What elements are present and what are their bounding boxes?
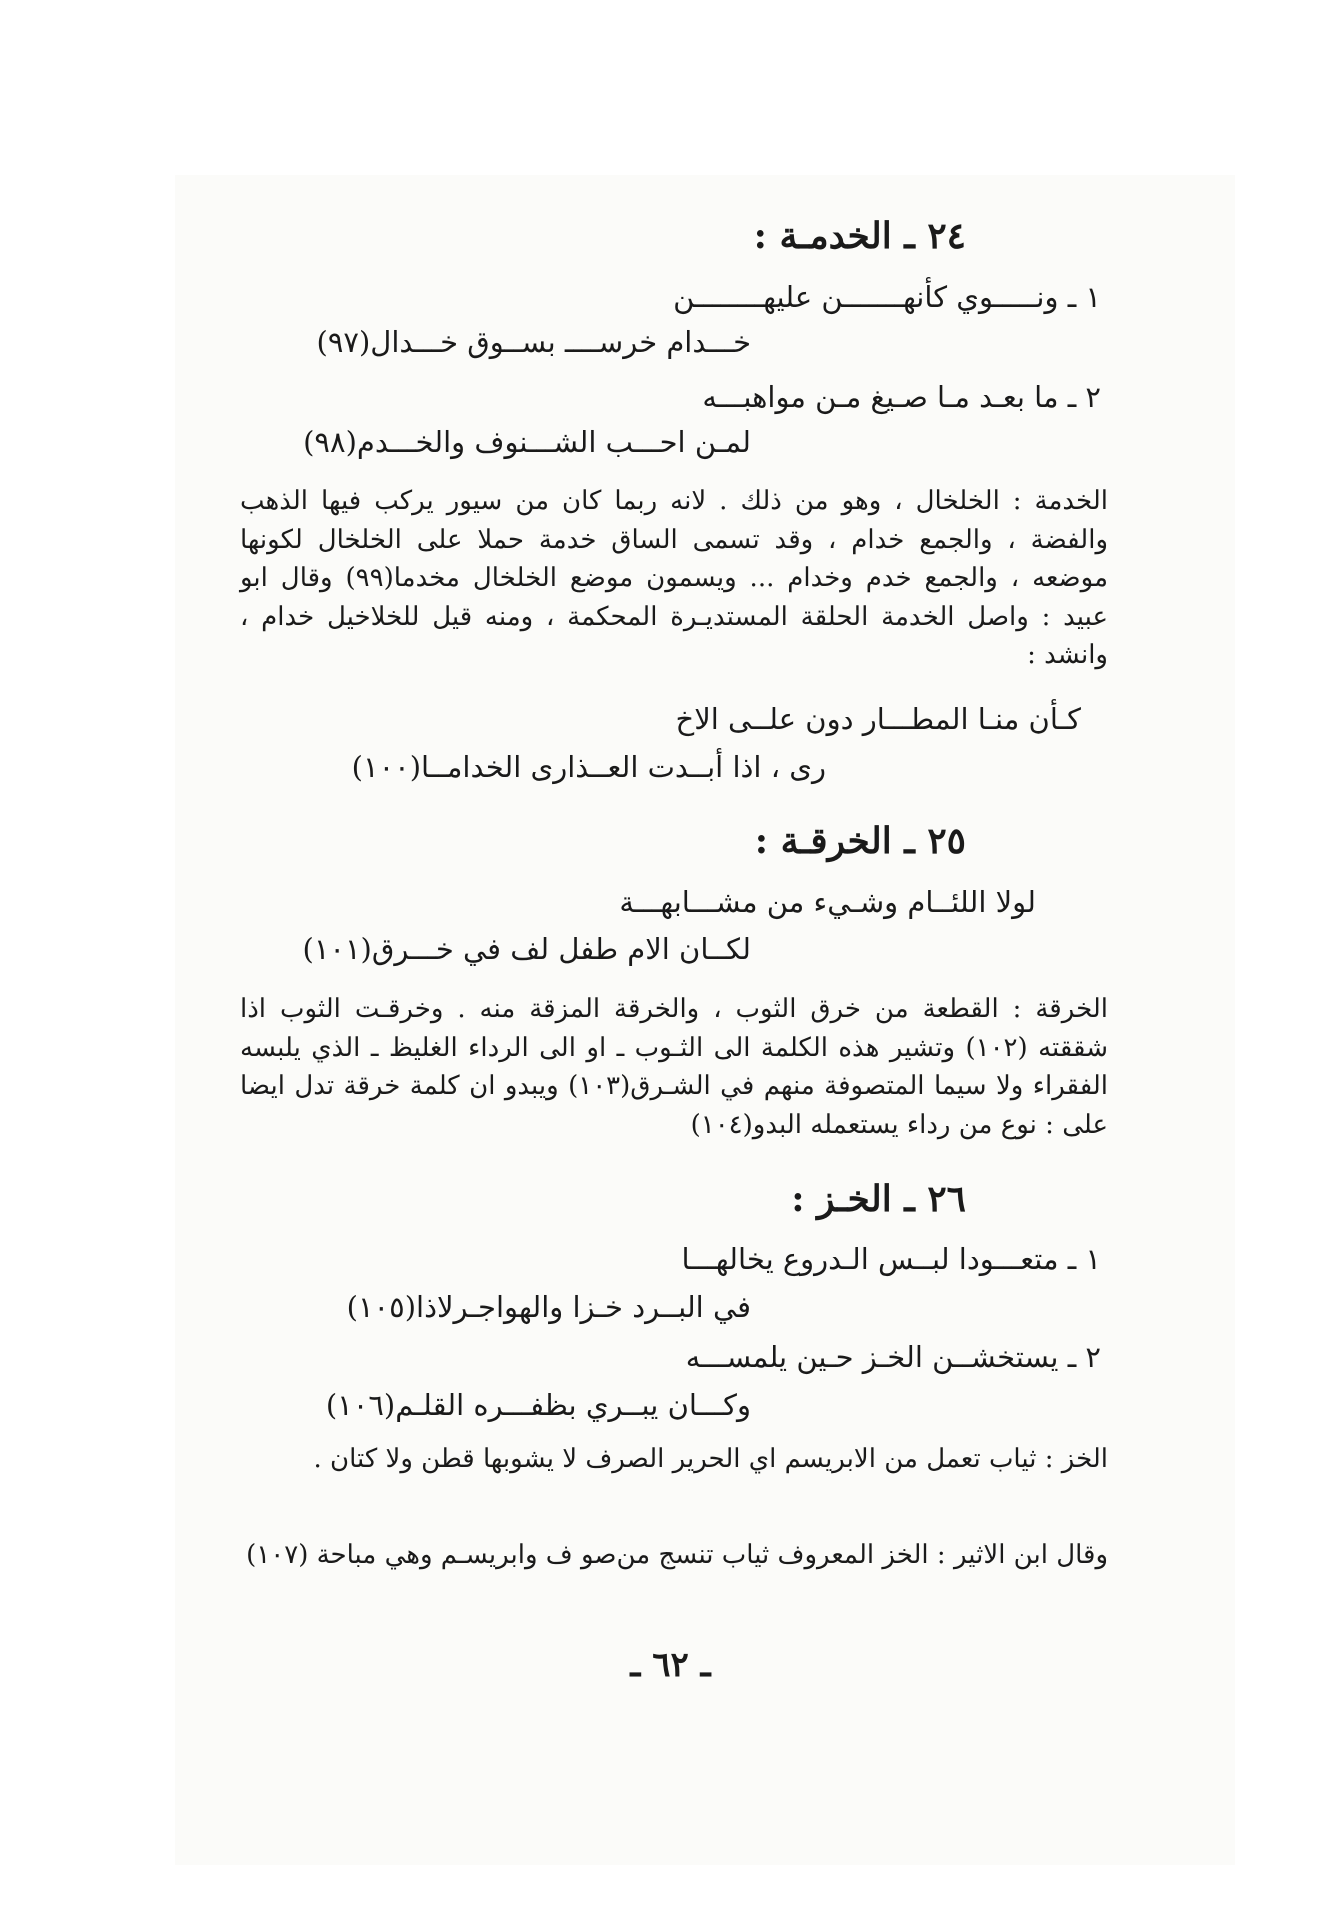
verse-khirqa-first-hemistich: لولا اللئــام وشـيء من مشـــابهـــة bbox=[619, 885, 1036, 919]
section-heading-26: ٢٦ ـ الخـز : bbox=[791, 1178, 966, 1220]
verse-khazz-1-second-hemistich: في البــرد خـزا والهواجـرلاذا(١٠٥) bbox=[346, 1290, 751, 1324]
page-number: ـ ٦٢ ـ bbox=[630, 1645, 711, 1685]
verse-khazz-2-first-hemistich: ٢ ـ يستخشــن الخـز حـين يلمســـه bbox=[685, 1340, 1101, 1374]
prose-paragraph: وقال ابن الاثير : الخز المعروف ثياب تنسج من‌صو ف وابريسـم وهي مباحة (١٠٧) bbox=[246, 1540, 1108, 1570]
section-heading-25: ٢٥ ـ الخرقـة : bbox=[754, 820, 966, 862]
verse-khazz-2-second-hemistich: وكـــان يبــري بظفـــره القلـم(١٠٦) bbox=[325, 1388, 751, 1422]
verse-khazz-1-first-hemistich: ١ ـ متعـــودا لبــس الـدروع يخالهـــا bbox=[681, 1242, 1101, 1276]
prose-khazz-ibn-athir bbox=[240, 1536, 1108, 1575]
verse-2-second-hemistich: لمـن احـــب الشـــنوف والخـــدم(٩٨) bbox=[303, 425, 751, 459]
prose-paragraph: الخرقة : القطعة من خرق الثوب ، والخرقة المزقة منه . وخرقـت الثوب اذا شققته (١٠٢) وتشير هذه الكلمة الى الثـوب ـ او الى الرداء الغليظ ـ الذي يلبسه الفقراء ولا سيما المتصوفة منهم في الشـرق(١٠٣) ويبدو ان كلمة خرقة تدل ايضا على : نوع من رداء يستعمله البدو(١٠٤) bbox=[240, 994, 1108, 1140]
prose-khazz bbox=[240, 1440, 1108, 1479]
prose-paragraph: الخز : ثياب تعمل من الابريسم اي الحرير الصرف لا يشوبها قطن ولا كتان . bbox=[313, 1444, 1108, 1474]
verse-2-first-hemistich: ٢ ـ ما بعـد مـا صـيغ مـن مواهبـــه bbox=[702, 380, 1101, 414]
prose-khidma bbox=[240, 482, 1108, 675]
verse-khirqa-second-hemistich: لكــان الام طفل لف في خـــرق(١٠١) bbox=[302, 932, 751, 966]
section-heading-24: ٢٤ ـ الخدمـة : bbox=[753, 215, 966, 257]
verse-1-second-hemistich: خـــدام خرســــ بســوق خـــدال(٩٧) bbox=[316, 325, 751, 359]
prose-paragraph: الخدمة : الخلخال ، وهو من ذلك . لانه ربما كان من سيور يركب فيها الذهب والفضة ، والجمع خدام ، وقد تسمى الساق خدمة حملا على الخلخال لكونها موضعه ، والجمع خدم وخدام ... ويسمون موضع الخلخال مخدما(٩٩) وقال ابو عبيد : واصل الخدمة الحلقة المستديـرة المحكمة ، ومنه قيل للخلاخيل خدام ، وانشد : bbox=[240, 486, 1108, 670]
quote-second-hemistich: رى ، اذا أبــدت العــذارى الخدامــا(١٠٠) bbox=[351, 750, 826, 784]
prose-khirqa bbox=[240, 990, 1108, 1144]
quote-first-hemistich: كـأن منـا المطـــار دون علــى الاخ bbox=[675, 702, 1081, 736]
verse-1-first-hemistich: ١ ـ ونـــــوي كأنهـــــــن عليهــــــــن bbox=[673, 280, 1101, 314]
